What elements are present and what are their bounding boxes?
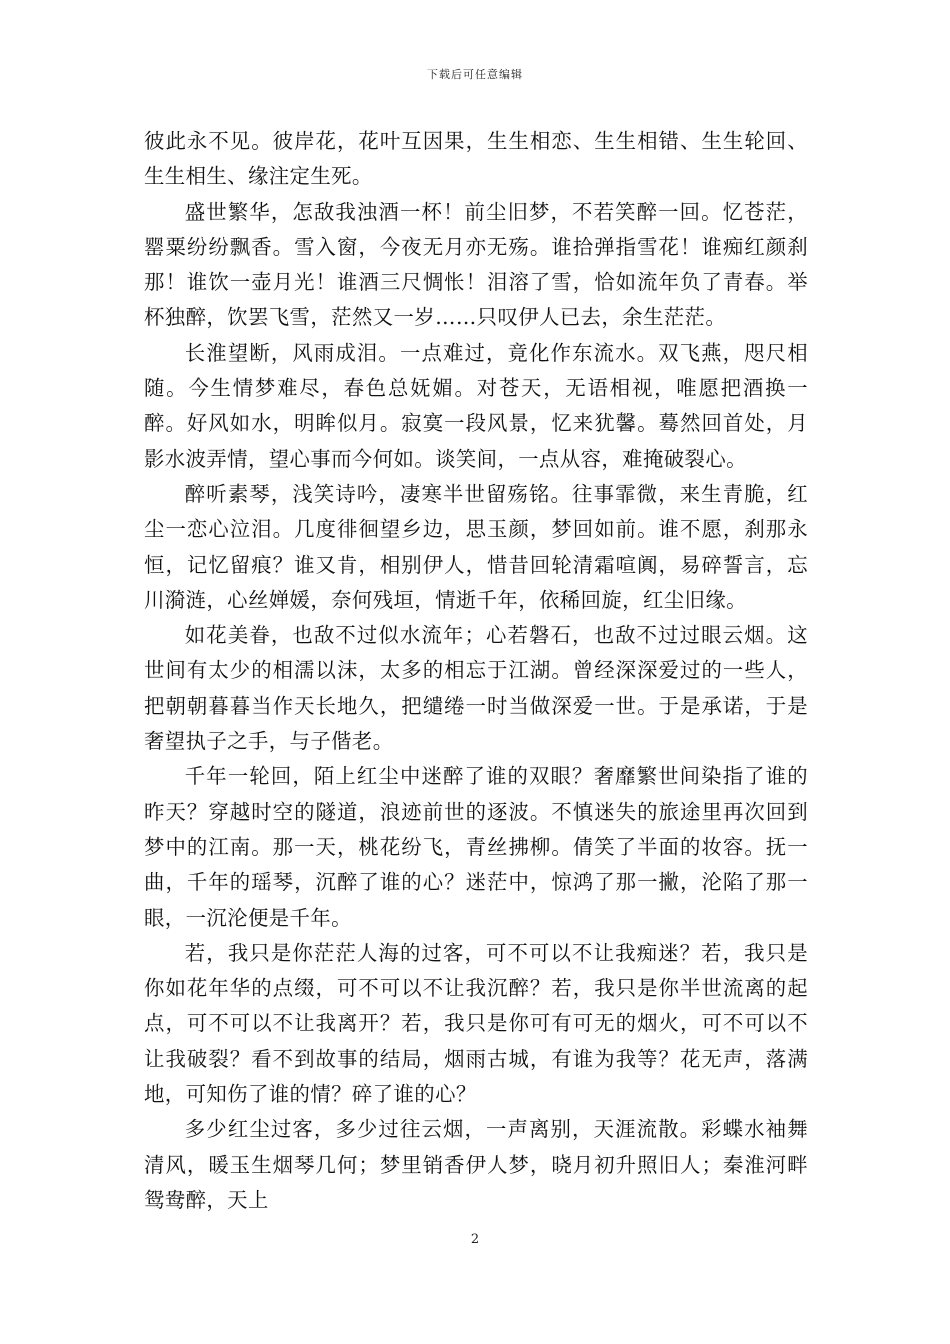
paragraph-5: 如花美眷，也敌不过似水流年；心若磐石，也敌不过过眼云烟。这世间有太少的相濡以沫，太多的相忘于江湖。曾经深深爱过的一些人，把朝朝暮暮当作天长地久，把缱绻一时当做深爱一世。于是承诺，于是奢望执子之手，与子偕老。 — [144, 623, 808, 754]
page-header-note: 下载后可任意编辑 — [427, 68, 523, 81]
paragraph-6: 千年一轮回，陌上红尘中迷醉了谁的双眼？奢靡繁世间染指了谁的昨天？穿越时空的隧道，浪迹前世的逐波。不慎迷失的旅途里再次回到梦中的江南。那一天，桃花纷飞，青丝拂柳。倩笑了半面的妆容。抚一曲，千年的瑶琴，沉醉了谁的心？迷茫中，惊鸿了那一撇，沦陷了那一眼，一沉沦便是千年。 — [144, 764, 808, 930]
paragraph-3: 长淮望断，风雨成泪。一点难过，竟化作东流水。双飞燕，咫尺相随。今生情梦难尽，春色总妩媚。对苍天，无语相视，唯愿把酒换一醉。好风如水，明眸似月。寂寞一段风景，忆来犹馨。蓦然回首处，月影水波弄情，望心事而今何如。谈笑间，一点从容，难掩破裂心。 — [144, 340, 808, 471]
paragraph-4: 醉听素琴，浅笑诗吟，凄寒半世留殇铭。往事霏微，来生青脆，红尘一恋心泣泪。几度徘徊望乡边，思玉颜，梦回如前。谁不愿，刹那永恒，记忆留痕？谁又肯，相别伊人，惜昔回轮清霜喧阗，易碎誓言，忘川漪涟，心丝婵媛，奈何残垣，情逝千年，依稀回旋，红尘旧缘。 — [144, 481, 808, 612]
paragraph-1: 彼此永不见。彼岸花，花叶互因果，生生相恋、生生相错、生生轮回、生生相生、缘注定生死。 — [144, 129, 808, 189]
document-body — [144, 124, 808, 1218]
paragraph-7: 若，我只是你茫茫人海的过客，可不可以不让我痴迷？若，我只是你如花年华的点缀，可不可以不让我沉醉？若，我只是你半世流离的起点，可不可以不让我离开？若，我只是你可有可无的烟火，可不可以不让我破裂？看不到故事的结局，烟雨古城，有谁为我等？花无声，落满地，可知伤了谁的情？碎了谁的心？ — [144, 940, 808, 1107]
paragraph-2: 盛世繁华，怎敌我浊酒一杯！前尘旧梦，不若笑醉一回。忆苍茫，罂粟纷纷飘香。雪入窗，今夜无月亦无殇。谁拾弹指雪花！谁痴红颜刹那！谁饮一壶月光！谁酒三尺惆怅！泪溶了雪，恰如流年负了青春。举杯独醉，饮罢飞雪，茫然又一岁……只叹伊人已去，余生茫茫。 — [144, 199, 808, 330]
paragraph-8: 多少红尘过客，多少过往云烟，一声离别，天涯流散。彩蝶水袖舞清风，暖玉生烟琴几何；梦里销香伊人梦，晓月初升照旧人；秦淮河畔鸳鸯醉，天上 — [144, 1117, 808, 1212]
page-number: 2 — [470, 1232, 480, 1247]
